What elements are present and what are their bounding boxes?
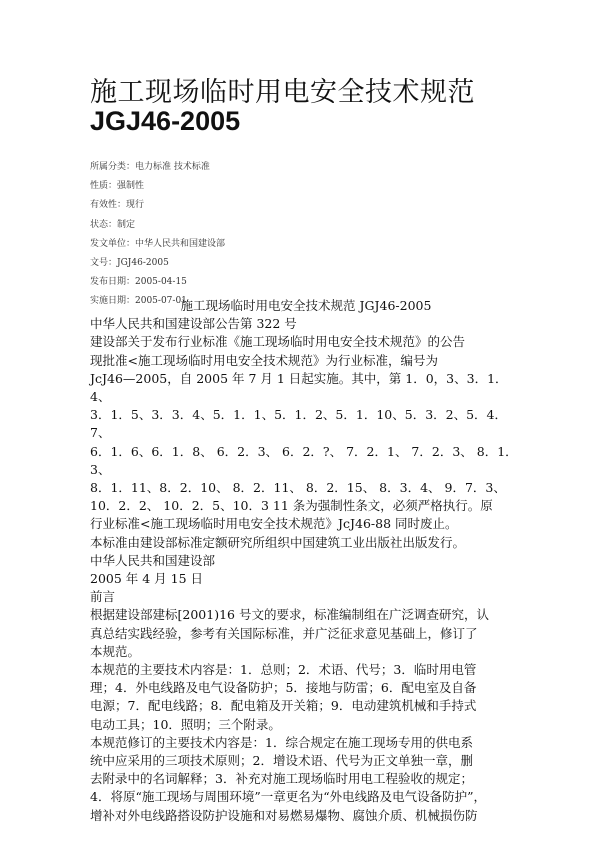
meta-effective-date: 实施日期：2005-07-01 xyxy=(90,296,187,307)
body-line: 电源；7．配电线路；8．配电箱及开关箱；9．电动建筑机械和手持式 xyxy=(90,698,477,714)
body-line: 建设部关于发布行业标准《施工现场临时用电安全技术规范》的公告 xyxy=(90,334,466,350)
body-line: 本规范。 xyxy=(90,643,141,659)
meta-category: 所属分类：电力标准 技术标准 xyxy=(90,162,210,172)
body-line: 真总结实践经验，参考有关国际标准，并广泛征求意见基础上，修订了 xyxy=(90,625,478,641)
body-line: 中华人民共和国建设部 xyxy=(90,552,216,568)
body-line: 中华人民共和国建设部公告第 322 号 xyxy=(90,316,297,332)
meta-nature: 性质：强制性 xyxy=(90,181,145,192)
meta-doc-number: 文号：JGJ46-2005 xyxy=(90,257,169,268)
body-line: 10．2．2、 10．2．5、10．3 11 条为强制性条文，必须严格执行。原 xyxy=(90,498,493,514)
body-line: 根据建设部建标[2001)16 号文的要求，标准编制组在广泛调查研究，认 xyxy=(90,607,489,623)
body-line: 本规范修订的主要技术内容是：1．综合规定在施工现场专用的供电系 xyxy=(90,734,473,750)
document-body xyxy=(90,297,522,825)
meta-release-date: 发布日期：2005-04-15 xyxy=(90,277,187,288)
meta-status: 状态：制定 xyxy=(90,219,136,230)
body-line: JcJ46—2005，自 2005 年 7 月 1 日起实施。其中，第 1．0，3、3．1．4、 xyxy=(90,370,508,405)
body-line: 6．1．6、6．1．8、 6．2．3、 6．2．?、 7．2．1、 7．2．3、 8．1．3、 xyxy=(90,443,518,477)
document-code: JGJ46-2005 xyxy=(90,106,241,136)
meta-issuer: 发文单位：中华人民共和国建设部 xyxy=(90,238,226,249)
body-line: 现批准<施工现场临时用电安全技术规范》为行业标准，编号为 xyxy=(90,352,438,368)
body-line: 去附录中的名词解释；3．补充对施工现场临时用电工程验收的规定； xyxy=(90,771,473,787)
body-line: 电动工具；10．照明；三个附录。 xyxy=(90,716,281,732)
meta-validity: 有效性：现行 xyxy=(90,200,145,211)
body-line: 本标准由建设部标准定额研究所组织中国建筑工业出版社出版发行。 xyxy=(90,534,466,550)
body-line: 2005 年 4 月 15 日 xyxy=(90,571,204,587)
body-line: 行业标准<施工现场临时用电安全技术规范》JcJ46-88 同时废止。 xyxy=(90,516,458,532)
body-line: 本规范的主要技术内容是：1．总则；2．术语、代号；3．临时用电管 xyxy=(90,662,477,678)
body-line: 3．1．5、3．3．4、5．1．1、5．1．2、5．1．10、5．3．2、5．4．7、 xyxy=(90,407,508,441)
body-line: 增补对外电线路搭设防护设施和对易燃易爆物、腐蚀介质、机械损伤防 xyxy=(90,807,478,823)
document-title: 施工现场临时用电安全技术规范 xyxy=(90,77,475,108)
section-preface: 前言 xyxy=(90,589,116,605)
body-line: 4．将原“施工现场与周围环境”一章更名为“外电线路及电气设备防护”， xyxy=(90,789,487,805)
body-line: 8．1．11、8．2．10、 8．2．11、 8．2．15、 8．3．4、 9．7．3、 xyxy=(90,480,506,496)
metadata-list xyxy=(90,158,225,312)
body-heading: 施工现场临时用电安全技术规范 JGJ46-2005 xyxy=(180,298,432,313)
body-line: 统中应采用的三项技术原则；2．增设术语、代号为正文单独一章，删 xyxy=(90,753,473,769)
body-line: 理；4．外电线路及电气设备防护；5．接地与防雷；6．配电室及自备 xyxy=(90,680,477,696)
